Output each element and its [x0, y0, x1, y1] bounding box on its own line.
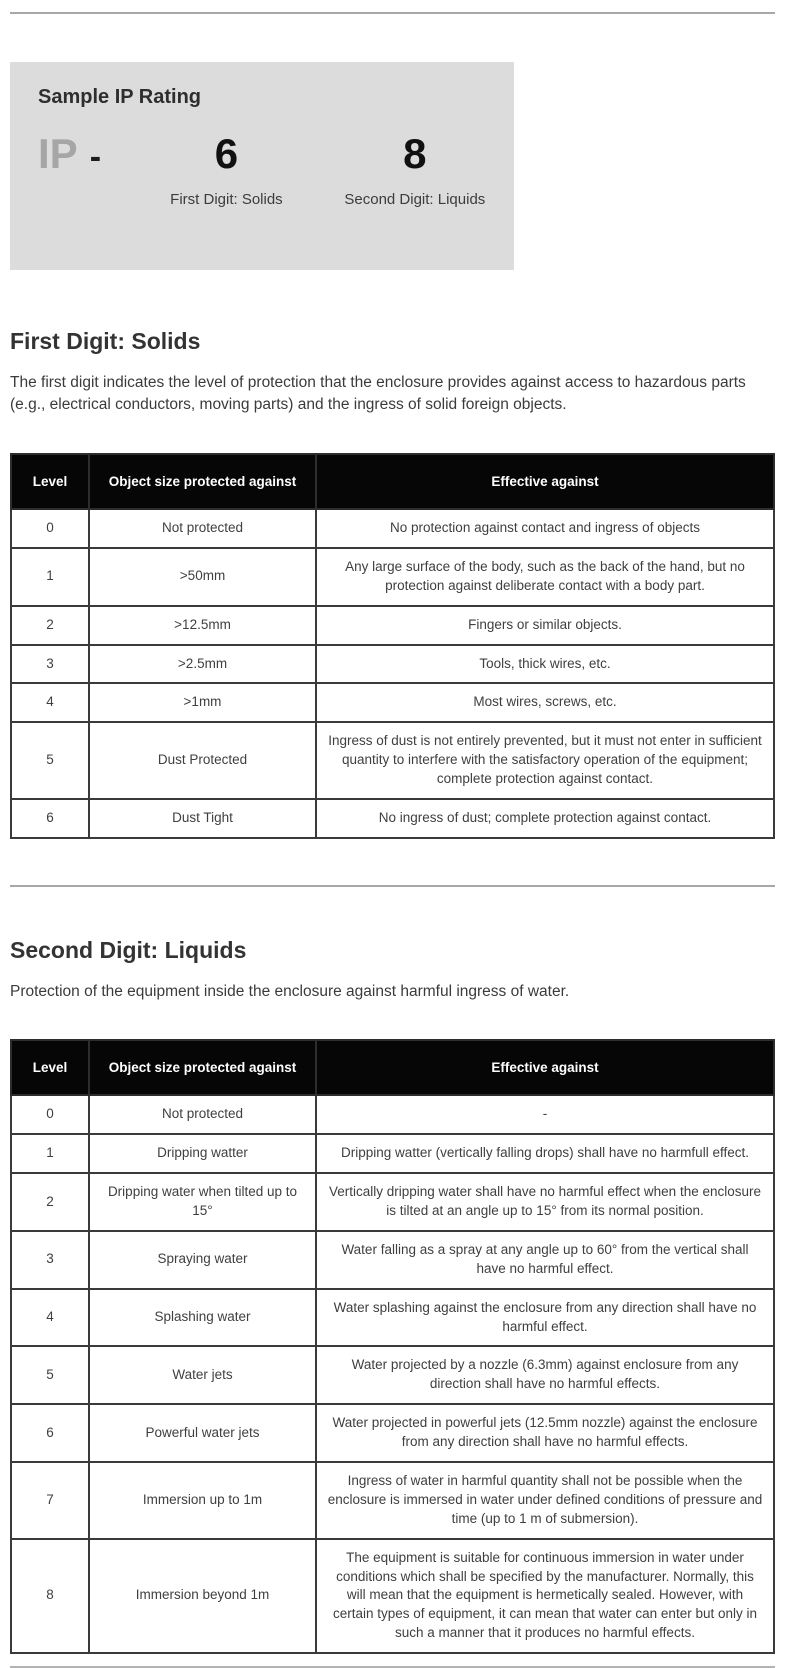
effective-against-cell: No ingress of dust; complete protection against contact.: [316, 799, 774, 838]
effective-against-cell: Dripping watter (vertically falling drops) shall have no harmfull effect.: [316, 1134, 774, 1173]
effective-against-cell: Ingress of dust is not entirely prevented, but it must not enter in sufficient quantity to interfere with the satisfactory operation of the equipment; complete protection against contact.: [316, 722, 774, 799]
effective-against-cell: Water falling as a spray at any angle up to 60° from the vertical shall have no harmful effect.: [316, 1231, 774, 1289]
object-size-cell: Immersion beyond 1m: [89, 1539, 316, 1653]
liquids-section-heading: Second Digit: Liquids: [10, 936, 247, 963]
sample-ip-rating-box: [10, 62, 514, 270]
effective-against-cell: The equipment is suitable for continuous immersion in water under conditions which shall be specified by the manufacturer. Normally, this will mean that the equipment is hermetically sealed. However, with certain types of equipment, it can mean that water can enter but only in such a manner that it produces no harmful effects.: [316, 1539, 774, 1653]
object-size-cell: Not protected: [89, 1095, 316, 1134]
object-size-cell: Not protected: [89, 509, 316, 548]
object-size-cell: Splashing water: [89, 1289, 316, 1347]
object-size-cell: Dripping watter: [89, 1134, 316, 1173]
level-cell: 8: [11, 1539, 89, 1653]
level-cell: 7: [11, 1462, 89, 1539]
column-header: Effective against: [316, 454, 774, 509]
ip-prefix: [38, 131, 137, 177]
table-row: [11, 1404, 774, 1462]
object-size-cell: Dust Protected: [89, 722, 316, 799]
level-cell: 4: [11, 1289, 89, 1347]
table-row: [11, 1134, 774, 1173]
level-cell: 5: [11, 722, 89, 799]
first-digit-value: 6: [214, 130, 239, 177]
table-row: [11, 509, 774, 548]
liquids-table: [10, 1039, 775, 1654]
second-digit-column: [316, 131, 514, 208]
ip-letters: IP: [38, 130, 78, 177]
effective-against-cell: Water splashing against the enclosure from any direction shall have no harmful effect.: [316, 1289, 774, 1347]
ip-dash: -: [89, 138, 102, 176]
object-size-cell: Spraying water: [89, 1231, 316, 1289]
table-row: [11, 606, 774, 645]
level-cell: 0: [11, 1095, 89, 1134]
table-row: [11, 548, 774, 606]
solids-section-heading: First Digit: Solids: [10, 328, 201, 354]
table-row: [11, 645, 774, 684]
table-row: [11, 1539, 774, 1653]
object-size-cell: Water jets: [89, 1346, 316, 1404]
object-size-cell: Immersion up to 1m: [89, 1462, 316, 1539]
effective-against-cell: Most wires, screws, etc.: [316, 683, 774, 722]
level-cell: 5: [11, 1346, 89, 1404]
column-header: Object size protected against: [89, 1040, 316, 1095]
table-row: [11, 1173, 774, 1231]
top-divider: [10, 12, 775, 14]
object-size-cell: >50mm: [89, 548, 316, 606]
table-row: [11, 1289, 774, 1347]
object-size-cell: >1mm: [89, 683, 316, 722]
object-size-cell: Dust Tight: [89, 799, 316, 838]
second-digit-value: 8: [403, 130, 427, 177]
effective-against-cell: Water projected by a nozzle (6.3mm) against enclosure from any direction shall have no harmful effects.: [316, 1346, 774, 1404]
effective-against-cell: Ingress of water in harmful quantity shall not be possible when the enclosure is immersed in water under defined conditions of pressure and time (up to 1 m of submersion).: [316, 1462, 774, 1539]
second-digit-caption: Second Digit: Liquids: [344, 191, 486, 209]
effective-against-cell: -: [316, 1095, 774, 1134]
table-row: [11, 1346, 774, 1404]
solids-table: [10, 453, 775, 839]
sample-box-title: Sample IP Rating: [38, 86, 202, 108]
effective-against-cell: Any large surface of the body, such as the back of the hand, but no protection against deliberate contact with a body part.: [316, 548, 774, 606]
level-cell: 0: [11, 509, 89, 548]
object-size-cell: Dripping water when tilted up to 15°: [89, 1173, 316, 1231]
level-cell: 1: [11, 548, 89, 606]
first-digit-caption: First Digit: Solids: [170, 191, 283, 209]
solids-section-intro: The first digit indicates the level of protection that the enclosure provides against access to hazardous parts (e.g., electrical conductors, moving parts) and the ingress of solid foreign objects.: [10, 374, 746, 414]
column-header: Level: [11, 1040, 89, 1095]
table-row: [11, 1095, 774, 1134]
column-header: Object size protected against: [89, 454, 316, 509]
table-row: [11, 799, 774, 838]
table-row: [11, 683, 774, 722]
column-header: Effective against: [316, 1040, 774, 1095]
level-cell: 2: [11, 606, 89, 645]
ip-rating-row: [38, 131, 514, 208]
liquids-section-intro: Protection of the equipment inside the enclosure against harmful ingress of water.: [10, 982, 570, 1000]
level-cell: 1: [11, 1134, 89, 1173]
level-cell: 6: [11, 1404, 89, 1462]
table-header-row: [11, 1040, 774, 1095]
effective-against-cell: No protection against contact and ingress of objects: [316, 509, 774, 548]
effective-against-cell: Vertically dripping water shall have no harmful effect when the enclosure is tilted at an angle up to 15° from its normal position.: [316, 1173, 774, 1231]
table-row: [11, 722, 774, 799]
effective-against-cell: Fingers or similar objects.: [316, 606, 774, 645]
column-header: Level: [11, 454, 89, 509]
object-size-cell: >2.5mm: [89, 645, 316, 684]
section-divider: [10, 885, 775, 887]
table-row: [11, 1231, 774, 1289]
level-cell: 3: [11, 1231, 89, 1289]
object-size-cell: Powerful water jets: [89, 1404, 316, 1462]
document-page: [0, 12, 786, 1668]
first-digit-column: [137, 131, 316, 208]
effective-against-cell: Water projected in powerful jets (12.5mm nozzle) against the enclosure from any direction shall have no harmful effects.: [316, 1404, 774, 1462]
level-cell: 2: [11, 1173, 89, 1231]
level-cell: 4: [11, 683, 89, 722]
table-header-row: [11, 454, 774, 509]
effective-against-cell: Tools, thick wires, etc.: [316, 645, 774, 684]
level-cell: 3: [11, 645, 89, 684]
object-size-cell: >12.5mm: [89, 606, 316, 645]
level-cell: 6: [11, 799, 89, 838]
table-row: [11, 1462, 774, 1539]
